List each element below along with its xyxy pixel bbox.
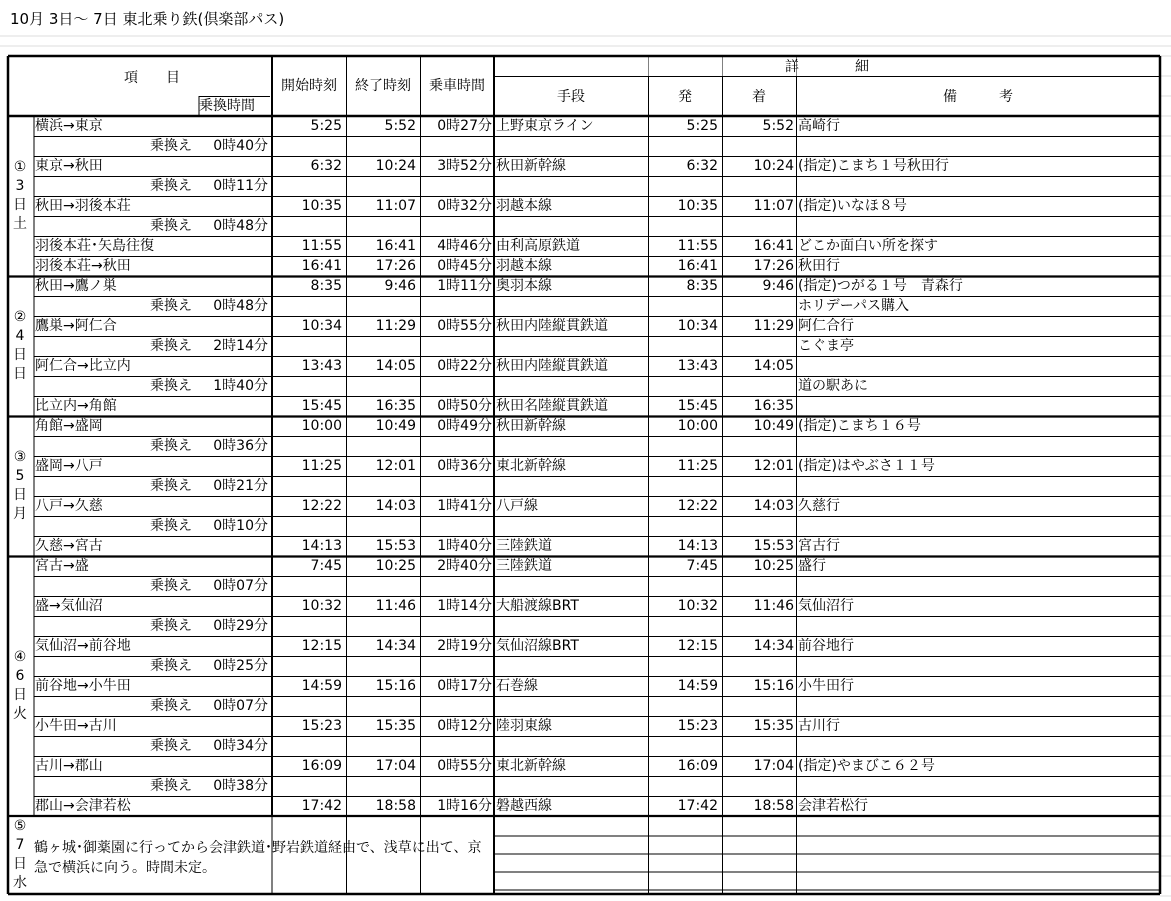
header-remarks: 備 考 [943,89,1013,105]
remarks-cell: 阿仁合行 [798,318,854,334]
header-end-time: 終了時刻 [355,78,411,94]
arrival-cell: 14:34 [753,638,794,654]
transfer-label: 乗換え [150,178,192,194]
header-means: 手段 [557,89,585,105]
ride-time-cell: 0時50分 [437,398,492,414]
transfer-time-cell: 0時29分 [213,618,268,634]
transfer-label: 乗換え [150,618,192,634]
departure-cell: 10:00 [677,418,718,434]
route-cell: 前谷地→小牛田 [35,678,131,694]
end-time-cell: 10:49 [375,418,416,434]
transfer-label: 乗換え [150,578,192,594]
means-cell: 東北新幹線 [496,758,566,774]
transfer-time-cell: 0時25分 [213,658,268,674]
start-time-cell: 14:13 [301,538,342,554]
transfer-label: 乗換え [150,298,192,314]
day5-note: 鶴ヶ城･御薬園に行ってから会津鉄道･野岩鉄道経由で、浅草に出て、京急で横浜に向う。時間未定。 [34,840,482,876]
day-label-2: ② 4 日 日 [13,309,27,382]
route-cell: 宮古→盛 [35,558,89,574]
ride-time-cell: 1時14分 [437,598,492,614]
remarks-cell: 会津若松行 [798,798,868,814]
arrival-cell: 15:53 [753,538,794,554]
ride-time-cell: 0時12分 [437,718,492,734]
departure-cell: 10:32 [677,598,718,614]
end-time-cell: 9:46 [384,278,416,294]
transfer-time-cell: 0時48分 [213,298,268,314]
remarks-cell: 小牛田行 [798,678,854,694]
departure-cell: 10:34 [677,318,718,334]
remarks-cell: こぐま亭 [798,338,854,354]
transfer-label: 乗換え [150,378,192,394]
remarks-cell: 秋田行 [798,258,840,274]
route-cell: 横浜→東京 [35,118,103,134]
departure-cell: 10:35 [677,198,718,214]
means-cell: 三陸鉄道 [496,538,552,554]
departure-cell: 11:25 [677,458,718,474]
remarks-cell: 古川行 [798,718,840,734]
route-cell: 八戸→久慈 [35,498,103,514]
end-time-cell: 14:34 [375,638,416,654]
ride-time-cell: 3時52分 [437,158,492,174]
start-time-cell: 14:59 [301,678,342,694]
means-cell: 秋田内陸縦貫鉄道 [496,358,608,374]
arrival-cell: 11:29 [753,318,794,334]
sheet-title: 10月 3日～ 7日 東北乗り鉄(倶楽部パス) [10,10,285,28]
end-time-cell: 16:35 [375,398,416,414]
departure-cell: 11:55 [677,238,718,254]
arrival-cell: 18:58 [753,798,794,814]
route-cell: 比立内→角館 [35,398,117,414]
start-time-cell: 15:45 [301,398,342,414]
transfer-time-cell: 1時40分 [213,378,268,394]
end-time-cell: 15:16 [375,678,416,694]
ride-time-cell: 0時49分 [437,418,492,434]
end-time-cell: 5:52 [384,118,416,134]
remarks-cell: 前谷地行 [798,638,854,654]
start-time-cell: 11:55 [301,238,342,254]
remarks-cell: 道の駅あに [798,378,868,394]
end-time-cell: 18:58 [375,798,416,814]
route-cell: 郡山→会津若松 [35,798,131,814]
transfer-label: 乗換え [150,138,192,154]
day-label-3: ③ 5 日 月 [13,449,27,522]
header-departure: 発 [678,89,692,105]
ride-time-cell: 0時17分 [437,678,492,694]
end-time-cell: 10:24 [375,158,416,174]
route-cell: 古川→郡山 [35,758,103,774]
arrival-cell: 16:35 [753,398,794,414]
ride-time-cell: 1時11分 [437,278,492,294]
means-cell: 石巻線 [496,678,538,694]
remarks-cell: (指定)つがる１号 青森行 [798,278,963,294]
departure-cell: 16:41 [677,258,718,274]
remarks-cell: (指定)はやぶさ１１号 [798,458,935,474]
ride-time-cell: 0時55分 [437,318,492,334]
means-cell: 羽越本線 [496,198,552,214]
remarks-cell: 高崎行 [798,118,840,134]
means-cell: 秋田名陸縦貫鉄道 [496,398,608,414]
route-cell: 久慈→宮古 [35,538,103,554]
means-cell: 上野東京ライン [496,118,594,134]
end-time-cell: 17:26 [375,258,416,274]
transfer-time-cell: 0時11分 [213,178,268,194]
ride-time-cell: 2時40分 [437,558,492,574]
remarks-cell: ホリデーパス購入 [798,298,910,314]
route-cell: 気仙沼→前谷地 [35,638,131,654]
transfer-label: 乗換え [150,738,192,754]
means-cell: 奥羽本線 [496,278,552,294]
end-time-cell: 15:53 [375,538,416,554]
means-cell: 三陸鉄道 [496,558,552,574]
end-time-cell: 11:46 [375,598,416,614]
ride-time-cell: 4時46分 [437,238,492,254]
header-detail: 詳 細 [785,59,869,75]
departure-cell: 14:13 [677,538,718,554]
departure-cell: 14:59 [677,678,718,694]
transfer-time-cell: 0時07分 [213,578,268,594]
arrival-cell: 10:24 [753,158,794,174]
transfer-label: 乗換え [150,658,192,674]
end-time-cell: 15:35 [375,718,416,734]
arrival-cell: 16:41 [753,238,794,254]
means-cell: 大船渡線BRT [496,598,579,614]
ride-time-cell: 0時45分 [437,258,492,274]
departure-cell: 5:25 [686,118,718,134]
route-cell: 羽後本荘→秋田 [35,258,131,274]
departure-cell: 17:42 [677,798,718,814]
means-cell: 東北新幹線 [496,458,566,474]
arrival-cell: 11:46 [753,598,794,614]
departure-cell: 8:35 [686,278,718,294]
ride-time-cell: 0時27分 [437,118,492,134]
header-arrival: 着 [752,89,766,105]
departure-cell: 13:43 [677,358,718,374]
arrival-cell: 17:26 [753,258,794,274]
header-ride-time: 乗車時間 [429,78,485,94]
ride-time-cell: 0時32分 [437,198,492,214]
start-time-cell: 5:25 [310,118,342,134]
route-cell: 阿仁合→比立内 [35,358,131,374]
end-time-cell: 11:07 [375,198,416,214]
start-time-cell: 16:41 [301,258,342,274]
route-cell: 盛→気仙沼 [35,598,103,614]
header-transfer-time: 乗換時間 [199,98,255,114]
departure-cell: 15:23 [677,718,718,734]
transfer-label: 乗換え [150,778,192,794]
transfer-time-cell: 0時10分 [213,518,268,534]
departure-cell: 6:32 [686,158,718,174]
end-time-cell: 14:03 [375,498,416,514]
end-time-cell: 17:04 [375,758,416,774]
arrival-cell: 15:35 [753,718,794,734]
start-time-cell: 10:00 [301,418,342,434]
transfer-time-cell: 0時21分 [213,478,268,494]
start-time-cell: 7:45 [310,558,342,574]
end-time-cell: 16:41 [375,238,416,254]
ride-time-cell: 0時22分 [437,358,492,374]
ride-time-cell: 2時19分 [437,638,492,654]
transfer-label: 乗換え [150,438,192,454]
arrival-cell: 17:04 [753,758,794,774]
route-cell: 鷹巣→阿仁合 [35,318,117,334]
arrival-cell: 14:03 [753,498,794,514]
ride-time-cell: 1時40分 [437,538,492,554]
means-cell: 秋田新幹線 [496,418,566,434]
start-time-cell: 12:22 [301,498,342,514]
day-label-5: ⑤ 7 日 水 [13,818,27,891]
start-time-cell: 17:42 [301,798,342,814]
arrival-cell: 12:01 [753,458,794,474]
transfer-time-cell: 0時40分 [213,138,268,154]
day-label-4: ④ 6 日 火 [13,649,27,722]
route-cell: 羽後本荘･矢島往復 [35,238,154,254]
transfer-time-cell: 0時07分 [213,698,268,714]
arrival-cell: 11:07 [753,198,794,214]
header-item: 項 目 [124,70,180,86]
route-cell: 角館→盛岡 [35,418,103,434]
arrival-cell: 14:05 [753,358,794,374]
remarks-cell: 久慈行 [798,498,840,514]
end-time-cell: 14:05 [375,358,416,374]
ride-time-cell: 0時36分 [437,458,492,474]
start-time-cell: 12:15 [301,638,342,654]
ride-time-cell: 1時41分 [437,498,492,514]
means-cell: 秋田内陸縦貫鉄道 [496,318,608,334]
arrival-cell: 5:52 [762,118,794,134]
arrival-cell: 10:49 [753,418,794,434]
means-cell: 気仙沼線BRT [496,638,579,654]
remarks-cell: (指定)こまち１号秋田行 [798,158,949,174]
start-time-cell: 13:43 [301,358,342,374]
departure-cell: 16:09 [677,758,718,774]
start-time-cell: 10:34 [301,318,342,334]
start-time-cell: 15:23 [301,718,342,734]
transfer-label: 乗換え [150,338,192,354]
transfer-label: 乗換え [150,698,192,714]
remarks-cell: 盛行 [798,558,826,574]
arrival-cell: 9:46 [762,278,794,294]
departure-cell: 7:45 [686,558,718,574]
arrival-cell: 10:25 [753,558,794,574]
route-cell: 小牛田→古川 [35,718,117,734]
remarks-cell: (指定)いなほ８号 [798,198,907,214]
remarks-cell: (指定)やまびこ６２号 [798,758,935,774]
remarks-cell: 宮古行 [798,538,840,554]
route-cell: 盛岡→八戸 [35,458,103,474]
remarks-cell: どこか面白い所を探す [798,238,938,254]
route-cell: 東京→秋田 [35,158,103,174]
means-cell: 秋田新幹線 [496,158,566,174]
start-time-cell: 10:32 [301,598,342,614]
transfer-time-cell: 0時38分 [213,778,268,794]
route-cell: 秋田→羽後本荘 [35,198,131,214]
ride-time-cell: 1時16分 [437,798,492,814]
departure-cell: 12:22 [677,498,718,514]
transfer-label: 乗換え [150,478,192,494]
means-cell: 磐越西線 [496,798,552,814]
start-time-cell: 16:09 [301,758,342,774]
day-label-1: ① 3 日 土 [13,159,27,232]
arrival-cell: 15:16 [753,678,794,694]
end-time-cell: 12:01 [375,458,416,474]
end-time-cell: 11:29 [375,318,416,334]
remarks-cell: (指定)こまち１６号 [798,418,921,434]
departure-cell: 15:45 [677,398,718,414]
route-cell: 秋田→鷹ノ巣 [35,278,117,294]
transfer-time-cell: 0時34分 [213,738,268,754]
remarks-cell: 気仙沼行 [798,598,854,614]
means-cell: 羽越本線 [496,258,552,274]
start-time-cell: 10:35 [301,198,342,214]
start-time-cell: 8:35 [310,278,342,294]
transfer-time-cell: 2時14分 [213,338,268,354]
ride-time-cell: 0時55分 [437,758,492,774]
means-cell: 陸羽東線 [496,718,552,734]
start-time-cell: 6:32 [310,158,342,174]
header-start-time: 開始時刻 [281,78,337,94]
departure-cell: 12:15 [677,638,718,654]
transfer-label: 乗換え [150,518,192,534]
start-time-cell: 11:25 [301,458,342,474]
means-cell: 由利高原鉄道 [496,238,580,254]
transfer-label: 乗換え [150,218,192,234]
end-time-cell: 10:25 [375,558,416,574]
transfer-time-cell: 0時36分 [213,438,268,454]
transfer-time-cell: 0時48分 [213,218,268,234]
means-cell: 八戸線 [496,498,538,514]
